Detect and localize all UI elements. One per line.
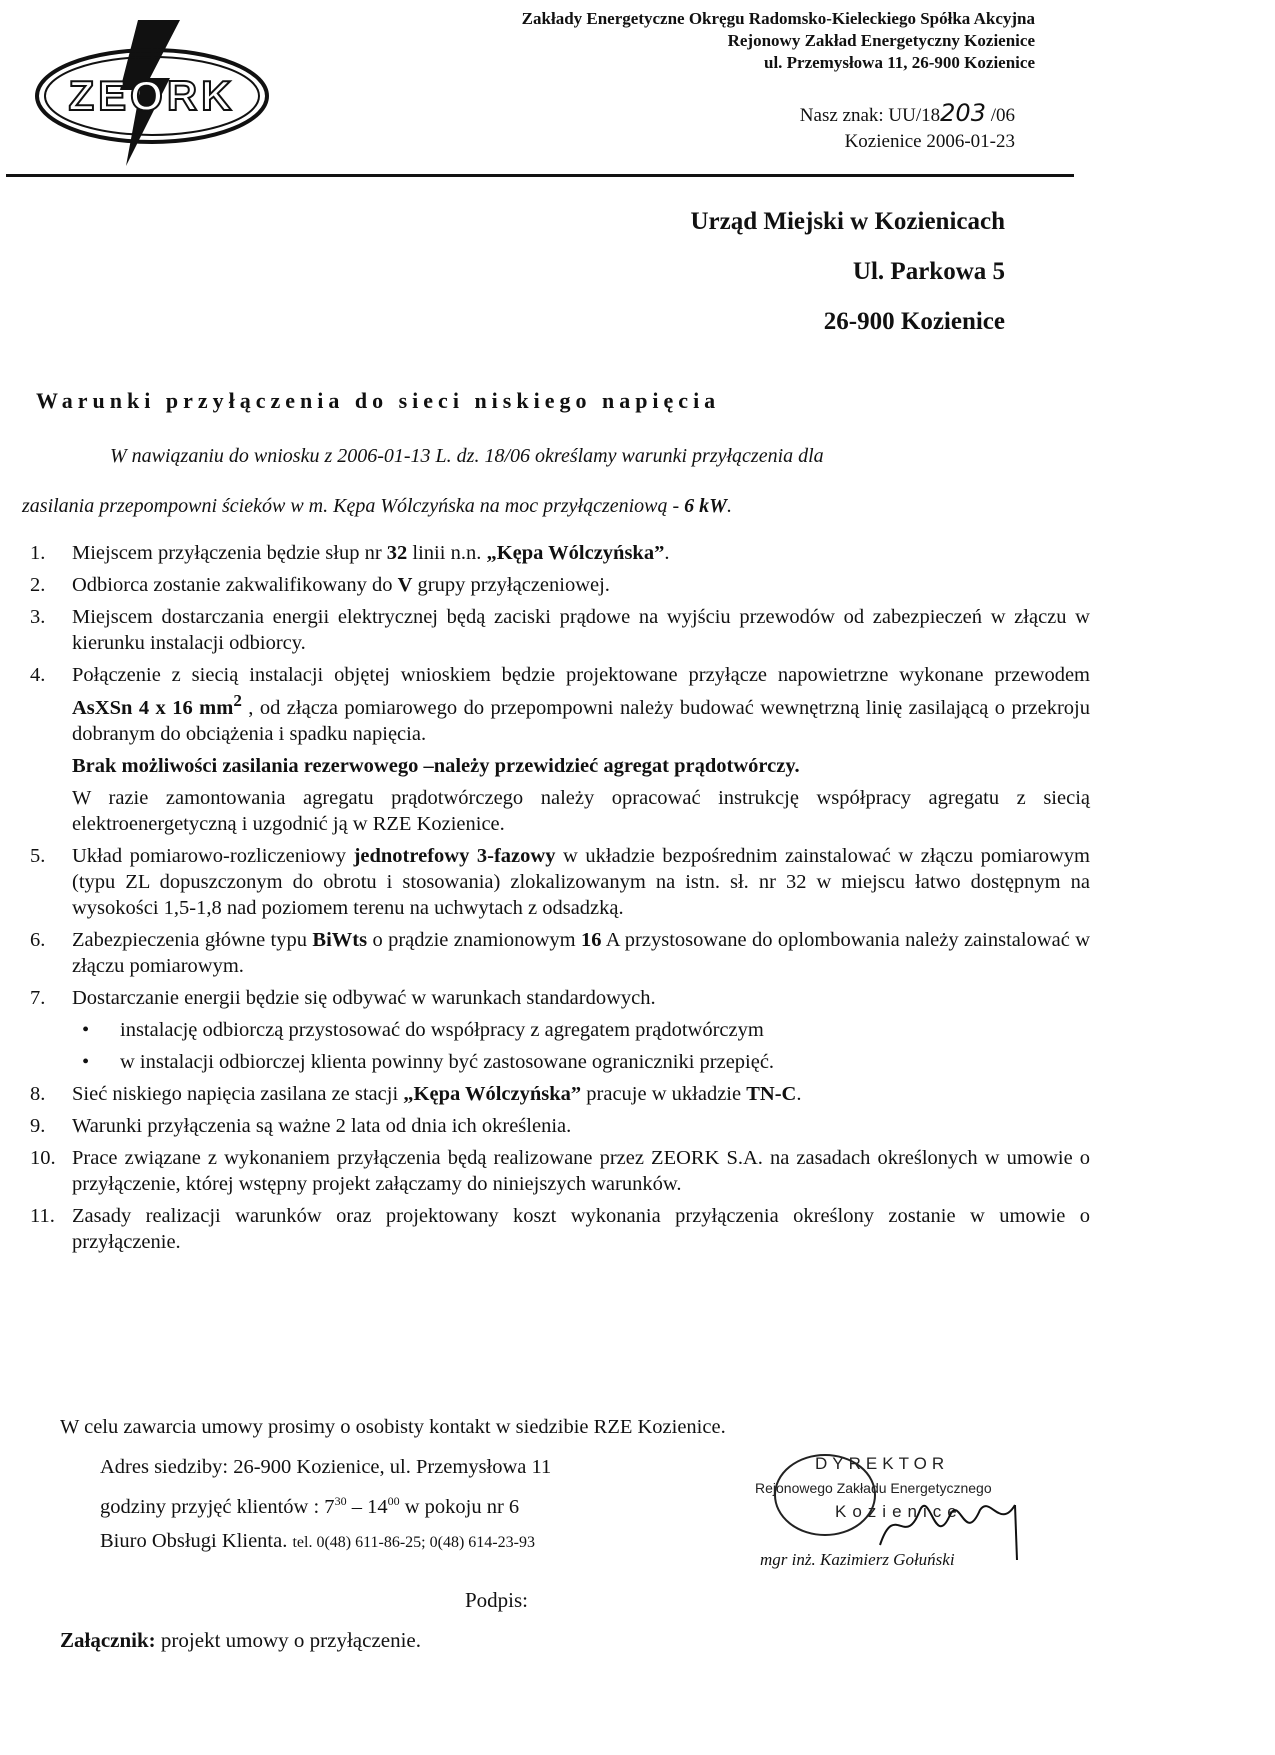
item-number: 5. bbox=[30, 844, 46, 867]
item-text: A przystosowane do oplombowania należy zainstalować w złączu pomiarowym. bbox=[72, 928, 1091, 977]
conditions-list bbox=[30, 540, 1090, 1261]
item-bold: AsXSn 4 x 16 mm bbox=[72, 696, 234, 719]
reference-label: Nasz znak: UU/18 bbox=[799, 105, 941, 126]
item-number: 9. bbox=[30, 1114, 46, 1137]
recipient-city: 26-900 Kozienice bbox=[823, 308, 1005, 335]
list-item bbox=[30, 1203, 1090, 1255]
contact-block bbox=[100, 1450, 551, 1560]
company-header bbox=[522, 8, 1035, 74]
list-item bbox=[30, 662, 1090, 837]
item-text: o prądzie znamionowym bbox=[367, 928, 581, 951]
item-number: 1. bbox=[30, 542, 46, 564]
contact-office bbox=[100, 1524, 551, 1560]
item-number: 11. bbox=[30, 1204, 55, 1227]
zeork-logo bbox=[30, 18, 290, 168]
contact-intro: W celu zawarcia umowy prosimy o osobisty kontakt w siedzibie RZE Kozienice. bbox=[60, 1416, 726, 1438]
attachment-text: projekt umowy o przyłączenie. bbox=[155, 1628, 421, 1652]
item-text: w układzie bezpośrednim zainstalować w złączu pomiarowym (typu ZL dopuszczonym do obrotu i stosowania) zlokalizowanym na istn. sł. nr 32 w miejscu łatwo dostępnym na wysokości 1,5-1,8 nad poziomem terenu na uchwytach z odsadzką. bbox=[72, 844, 1090, 919]
attachment-line bbox=[60, 1628, 421, 1653]
contact-address: Adres siedziby: 26-900 Kozienice, ul. Przemysłowa 11 bbox=[100, 1456, 552, 1478]
hours-superscript: 30 bbox=[334, 1494, 347, 1508]
bullet-item: • w instalacji odbiorczej klienta powinny być zastosowane ograniczniki przepięć. bbox=[72, 1049, 1090, 1075]
item-bold: 32 bbox=[386, 542, 408, 564]
director-name: mgr inż. Kazimierz Gołuński bbox=[760, 1550, 955, 1569]
item-number: 8. bbox=[30, 1082, 46, 1105]
item-text: Dostarczanie energii będzie się odbywać w warunkach standardowych. bbox=[72, 986, 656, 1009]
company-line-3: ul. Przemysłowa 11, 26-900 Kozienice bbox=[763, 53, 1035, 72]
reference-number bbox=[800, 100, 1015, 129]
reference-block bbox=[800, 100, 1015, 155]
header-rule bbox=[6, 174, 1074, 177]
item-text: Zasady realizacji warunków oraz projektowany koszt wykonania przyłączenia określony zostanie w umowie o przyłączenie. bbox=[72, 1204, 1090, 1253]
item-bold: 16 bbox=[581, 928, 602, 951]
item-number: 3. bbox=[30, 606, 46, 628]
item-number: 10. bbox=[30, 1146, 56, 1169]
intro-text: zasilania przepompowni ścieków w m. Kępa Wólczyńska na moc przyłączeniową - bbox=[22, 495, 685, 517]
list-item bbox=[30, 1113, 1090, 1139]
reference-suffix: /06 bbox=[990, 105, 1015, 126]
document-title: Warunki przyłączenia do sieci niskiego napięcia bbox=[36, 388, 721, 413]
item-number: 4. bbox=[30, 664, 46, 686]
intro-line-1: W nawiązaniu do wniosku z 2006-01-13 L. dz. 18/06 określamy warunki przyłączenia dla bbox=[110, 445, 824, 467]
list-item bbox=[30, 572, 1090, 598]
list-item bbox=[30, 1081, 1090, 1107]
director-stamp bbox=[755, 1450, 1035, 1590]
stamp-line-3: Kozienice bbox=[835, 1502, 963, 1521]
item-text: Odbiorca zostanie zakwalifikowany do bbox=[72, 574, 398, 596]
item-number: 7. bbox=[30, 986, 46, 1009]
company-line-2: Rejonowy Zakład Energetyczny Kozienice bbox=[727, 31, 1035, 50]
contact-hours bbox=[100, 1484, 551, 1524]
item-note: W razie zamontowania agregatu prądotwórczego należy opracować instrukcję współpracy agregatu z siecią elektroenergetyczną i uzgodnić ją w RZE Kozienice. bbox=[72, 786, 1090, 835]
hours-text: godziny przyjęć klientów : 7 bbox=[100, 1495, 335, 1518]
item-bold: jednotrefowy 3-fazowy bbox=[353, 844, 556, 867]
item-text: Sieć niskiego napięcia zasilana ze stacji bbox=[72, 1082, 404, 1105]
item-superscript: 2 bbox=[233, 691, 242, 710]
list-item bbox=[30, 1145, 1090, 1197]
hours-text: – 14 bbox=[346, 1495, 388, 1518]
item-text: Miejscem dostarczania energii elektrycznej będą zaciski prądowe na wyjściu przewodów od zabezpieczeń w złączu w kierunku instalacji odbiorcy. bbox=[72, 606, 1090, 654]
recipient-street: Ul. Parkowa 5 bbox=[852, 258, 1005, 285]
item-text: . bbox=[664, 542, 670, 564]
list-item bbox=[30, 604, 1090, 656]
attachment-label: Załącznik: bbox=[60, 1628, 156, 1652]
list-item bbox=[30, 927, 1090, 979]
item-bold: „Kępa Wólczyńska” bbox=[486, 542, 665, 564]
item-text: Połączenie z siecią instalacji objętej wnioskiem będzie projektowane przyłącze napowietrzne wykonane przewodem bbox=[72, 664, 1090, 686]
reference-date: Kozienice 2006-01-23 bbox=[844, 131, 1015, 152]
intro-power: 6 kW bbox=[684, 495, 727, 517]
list-item bbox=[30, 843, 1090, 921]
reference-handwritten-number: 203 bbox=[940, 99, 986, 127]
intro-line-2 bbox=[22, 495, 732, 518]
hours-text: w pokoju nr 6 bbox=[399, 1495, 520, 1518]
item-bold: „Kępa Wólczyńska” bbox=[403, 1082, 582, 1105]
signature-label: Podpis: bbox=[465, 1588, 529, 1612]
item-number: 6. bbox=[30, 928, 46, 951]
bullet-item: • instalację odbiorczą przystosować do współpracy z agregatem prądotwórczym bbox=[72, 1017, 1090, 1043]
item-text: Prace związane z wykonaniem przyłączenia będą realizowane przez ZEORK S.A. na zasadach określonych w umowie o przyłączenie, której wstępny projekt załączamy do niniejszych warunków. bbox=[72, 1146, 1090, 1195]
recipient-name: Urząd Miejski w Kozienicach bbox=[690, 208, 1005, 235]
office-phones: tel. 0(48) 611-86-25; 0(48) 614-23-93 bbox=[292, 1533, 535, 1551]
item-number: 2. bbox=[30, 574, 46, 596]
stamp-line-2: Rejonowego Zakładu Energetycznego bbox=[755, 1480, 992, 1496]
bullet-list bbox=[72, 1017, 1090, 1075]
intro-end: . bbox=[726, 495, 732, 517]
item-bold: V bbox=[397, 574, 413, 596]
logo-text: ZEORK bbox=[68, 72, 236, 119]
item-bold: TN-C bbox=[746, 1082, 797, 1105]
item-bold-note: Brak możliwości zasilania rezerwowego –należy przewidzieć agregat prądotwórczy. bbox=[72, 754, 800, 777]
item-text: Miejscem przyłączenia będzie słup nr bbox=[72, 542, 387, 564]
stamp-line-1: DYREKTOR bbox=[815, 1454, 950, 1473]
item-text: linii n.n. bbox=[407, 542, 487, 564]
office-name: Biuro Obsługi Klienta. bbox=[100, 1529, 288, 1552]
list-item bbox=[30, 985, 1090, 1075]
company-line-1: Zakłady Energetyczne Okręgu Radomsko-Kieleckiego Spółka Akcyjna bbox=[521, 9, 1035, 28]
item-text: Układ pomiarowo-rozliczeniowy bbox=[72, 844, 354, 867]
item-text: Zabezpieczenia główne typu bbox=[72, 928, 313, 951]
hours-superscript: 00 bbox=[387, 1494, 400, 1508]
item-bold: BiWts bbox=[312, 928, 368, 951]
item-text: pracuje w układzie bbox=[581, 1082, 747, 1105]
item-text: . bbox=[796, 1082, 802, 1105]
item-text: , od złącza pomiarowego do przepompowni należy budować wewnętrzną linię zasilającą o przekroju dobranym do obciążenia i spadku napięcia. bbox=[72, 696, 1090, 745]
list-item bbox=[30, 540, 1090, 566]
item-text: Warunki przyłączenia są ważne 2 lata od dnia ich określenia. bbox=[72, 1114, 572, 1137]
item-text: grupy przyłączeniowej. bbox=[412, 574, 610, 596]
